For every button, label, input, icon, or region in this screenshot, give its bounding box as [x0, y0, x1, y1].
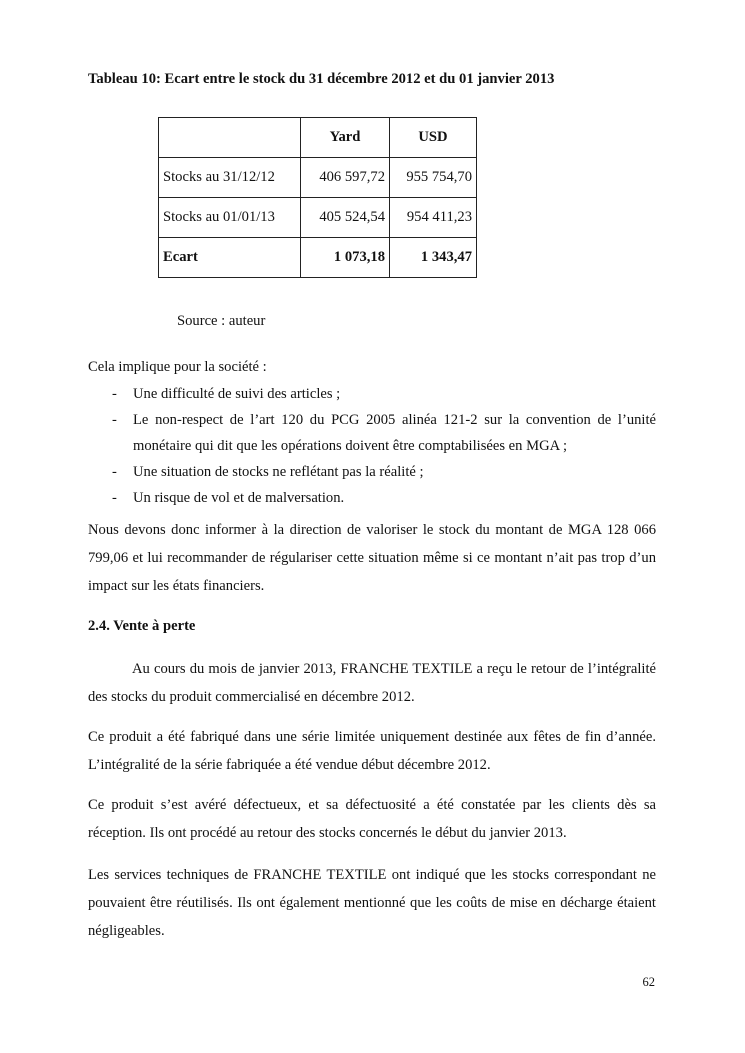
total-usd-value: 1 343,47	[390, 238, 477, 278]
row-yard-value: 406 597,72	[301, 158, 390, 198]
total-yard-value: 1 073,18	[301, 238, 390, 278]
table-row	[159, 198, 477, 238]
implications-list	[88, 381, 656, 511]
header-yard: Yard	[301, 118, 390, 158]
header-empty-cell	[159, 118, 301, 158]
implications-intro: Cela implique pour la société :	[88, 359, 267, 375]
row-label: Stocks au 31/12/12	[159, 158, 301, 198]
row-yard-value: 405 524,54	[301, 198, 390, 238]
page-number: 62	[642, 975, 655, 989]
stock-gap-table	[158, 117, 477, 278]
table-caption: Tableau 10: Ecart entre le stock du 31 décembre 2012 et du 01 janvier 2013	[88, 71, 555, 87]
table-header-row	[159, 118, 477, 158]
paragraph-technical: Les services techniques de FRANCHE TEXTILE ont indiqué que les stocks correspondant ne pouvaient être réutilisés. Ils ont également mentionné que les coûts de mise en décharge étaient négligeables.	[88, 867, 656, 939]
header-usd: USD	[390, 118, 477, 158]
list-item: - Une situation de stocks ne reflétant pas la réalité ;	[88, 459, 656, 485]
row-usd-value: 954 411,23	[390, 198, 477, 238]
table-source: Source : auteur	[177, 313, 266, 329]
section-heading: 2.4. Vente à perte	[88, 618, 196, 634]
table-row	[159, 158, 477, 198]
paragraph-recommendation: Nous devons donc informer à la direction de valoriser le stock du montant de MGA 128 066 799,06 et lui recommander de régulariser cette situation même si ce montant n’ait pas trop d’un impact sur les états financiers.	[88, 522, 656, 594]
list-item: - Le non-respect de l’art 120 du PCG 2005 alinéa 121-2 sur la convention de l’unité monétaire qui dit que les opérations doivent être comptabilisées en MGA ;	[88, 407, 656, 459]
total-label: Ecart	[159, 238, 301, 278]
row-usd-value: 955 754,70	[390, 158, 477, 198]
row-label: Stocks au 01/01/13	[159, 198, 301, 238]
paragraph-product: Ce produit a été fabriqué dans une série limitée uniquement destinée aux fêtes de fin d’année. L’intégralité de la série fabriquée a été vendue début décembre 2012.	[88, 729, 656, 773]
list-item: - Une difficulté de suivi des articles ;	[88, 381, 656, 407]
table-total-row	[159, 238, 477, 278]
list-item: - Un risque de vol et de malversation.	[88, 485, 656, 511]
paragraph-defect: Ce produit s’est avéré défectueux, et sa défectuosité a été constatée par les clients dès sa réception. Ils ont procédé au retour des stocks concernés le début du janvier 2013.	[88, 797, 656, 841]
paragraph-return: Au cours du mois de janvier 2013, FRANCHE TEXTILE a reçu le retour de l’intégralité des stocks du produit commercialisé en décembre 2012.	[88, 661, 656, 705]
